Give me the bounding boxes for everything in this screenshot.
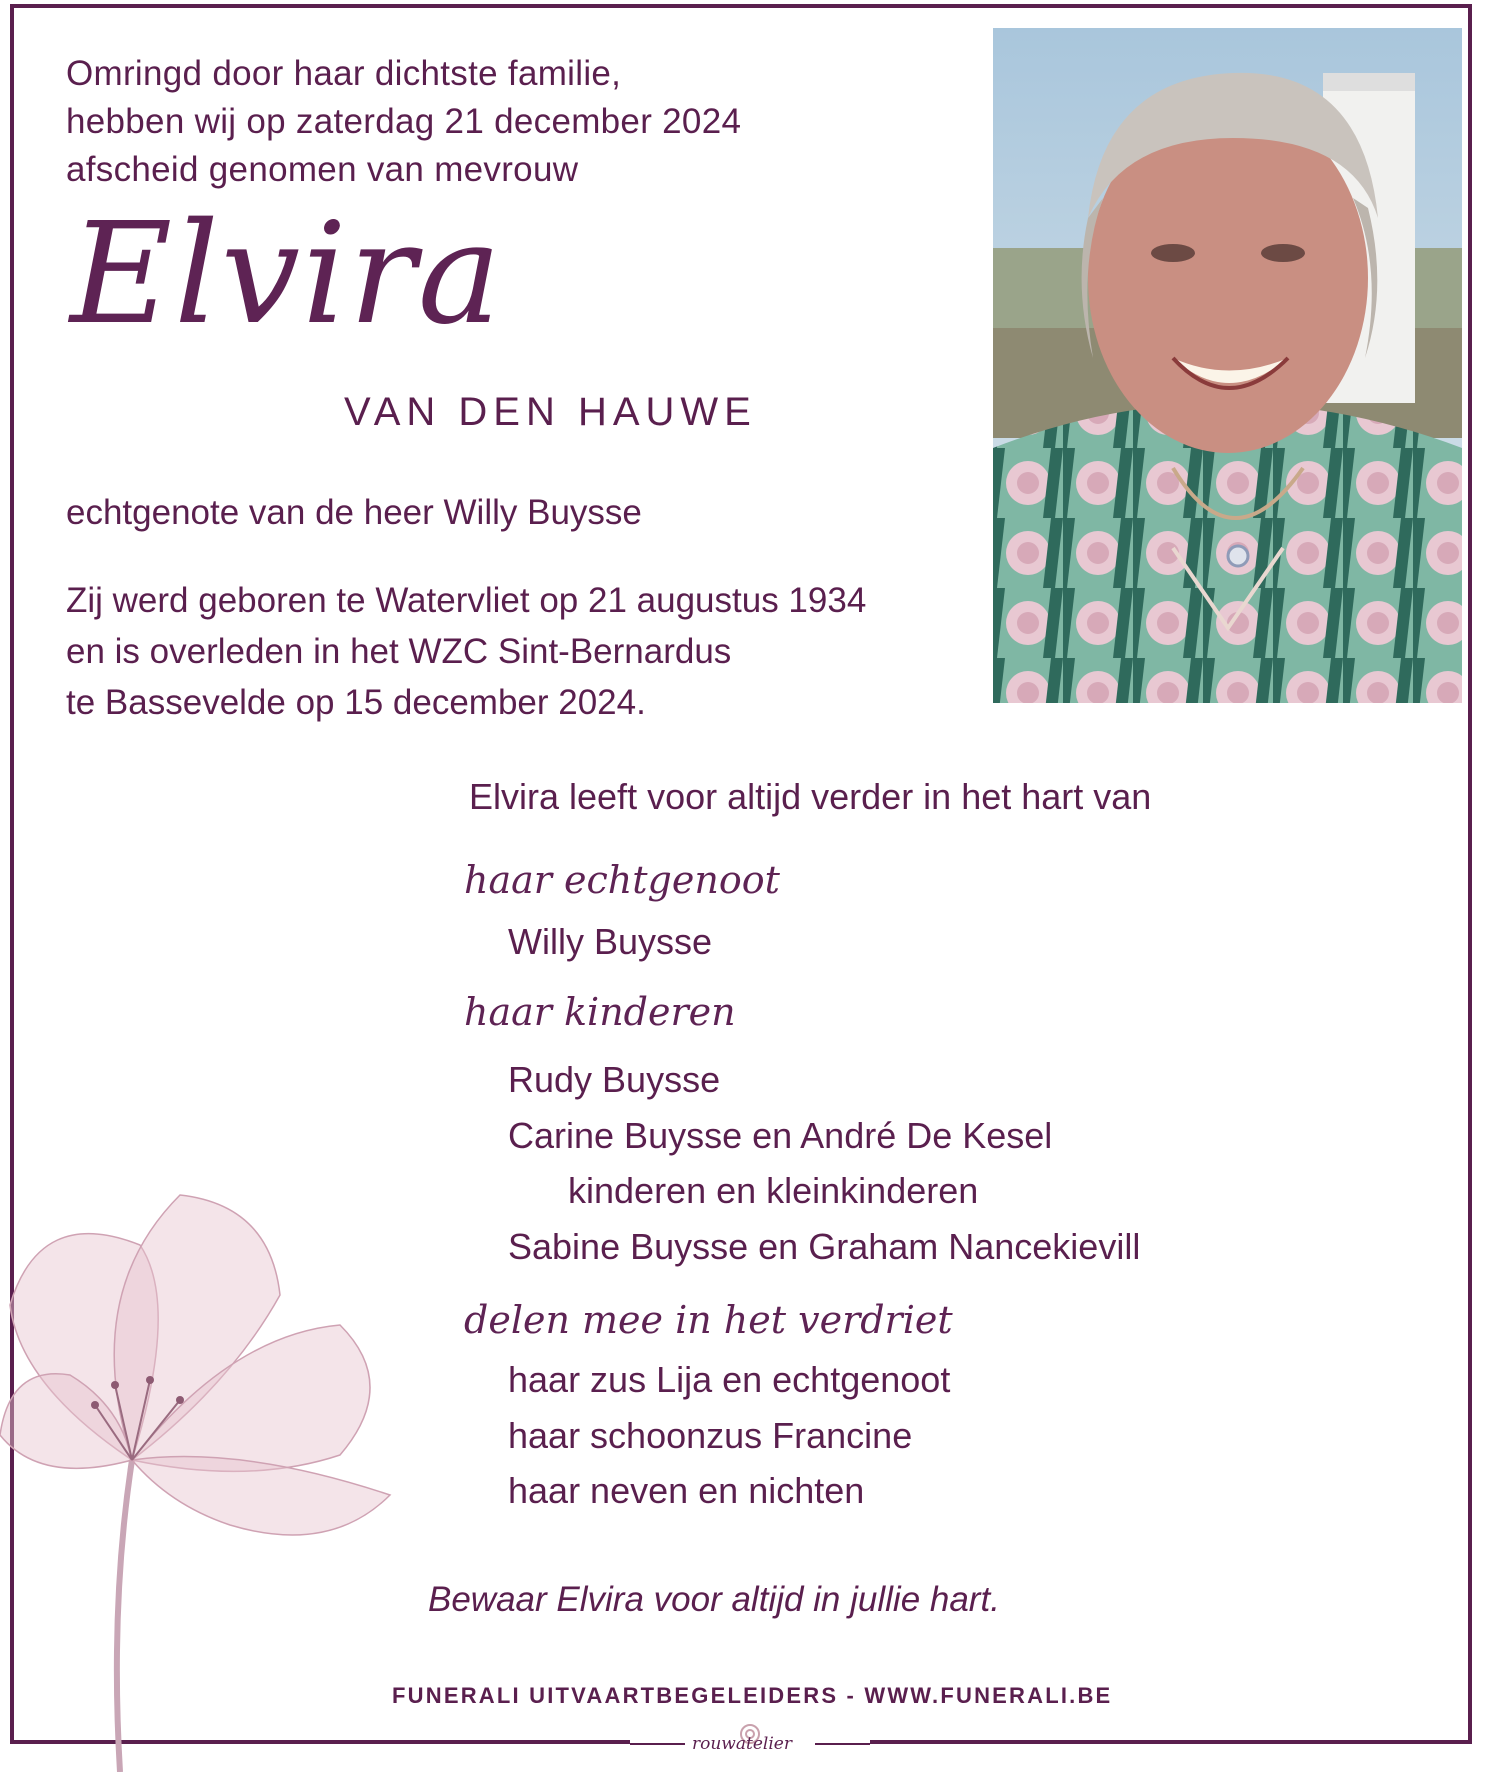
names-mourners xyxy=(508,1352,950,1519)
names-spouse xyxy=(508,914,712,970)
flower-decoration xyxy=(0,1185,420,1772)
intro-line: afscheid genomen van mevrouw xyxy=(66,150,579,189)
portrait-illustration xyxy=(993,28,1462,703)
family-member: Rudy Buysse xyxy=(508,1059,721,1100)
names-children xyxy=(508,1052,1140,1274)
birth-line: en is overleden in het WZC Sint-Bernardus xyxy=(66,632,732,671)
intro-line: Omringd door haar dichtste familie, xyxy=(66,54,622,93)
footer-funeral-home: FUNERALI UITVAARTBEGELEIDERS - WWW.FUNERALI.BE xyxy=(392,1683,1113,1708)
first-name: Elvira xyxy=(70,193,504,356)
family-member: kinderen en kleinkinderen xyxy=(568,1170,979,1211)
group-label-mourners: delen mee in het verdriet xyxy=(464,1298,953,1342)
spouse-line: echtgenote van de heer Willy Buysse xyxy=(66,493,642,532)
intro-text xyxy=(66,50,741,194)
birth-details xyxy=(66,575,866,728)
birth-line: te Bassevelde op 15 december 2024. xyxy=(66,683,646,722)
family-member: Willy Buysse xyxy=(508,921,713,962)
birth-line: Zij werd geboren te Watervliet op 21 augustus 1934 xyxy=(66,581,867,620)
rouwatelier-text: rouwatelier xyxy=(692,1734,792,1754)
group-label-spouse: haar echtgenoot xyxy=(464,858,780,902)
rouwatelier-mark xyxy=(630,1722,870,1766)
surname: VAN DEN HAUWE xyxy=(344,390,757,434)
group-label-children: haar kinderen xyxy=(464,990,736,1034)
closing-line: Bewaar Elvira voor altijd in jullie hart. xyxy=(428,1580,1000,1619)
family-member: haar zus Lija en echtgenoot xyxy=(508,1359,951,1400)
family-intro: Elvira leeft voor altijd verder in het hart van xyxy=(469,776,1152,817)
family-member: Carine Buysse en André De Kesel xyxy=(508,1114,1053,1156)
portrait-photo xyxy=(993,28,1462,703)
intro-line: hebben wij op zaterdag 21 december 2024 xyxy=(66,102,742,141)
family-member: haar neven en nichten xyxy=(508,1470,865,1511)
family-member: haar schoonzus Francine xyxy=(508,1414,913,1456)
family-member: Sabine Buysse en Graham Nancekievill xyxy=(508,1225,1141,1267)
